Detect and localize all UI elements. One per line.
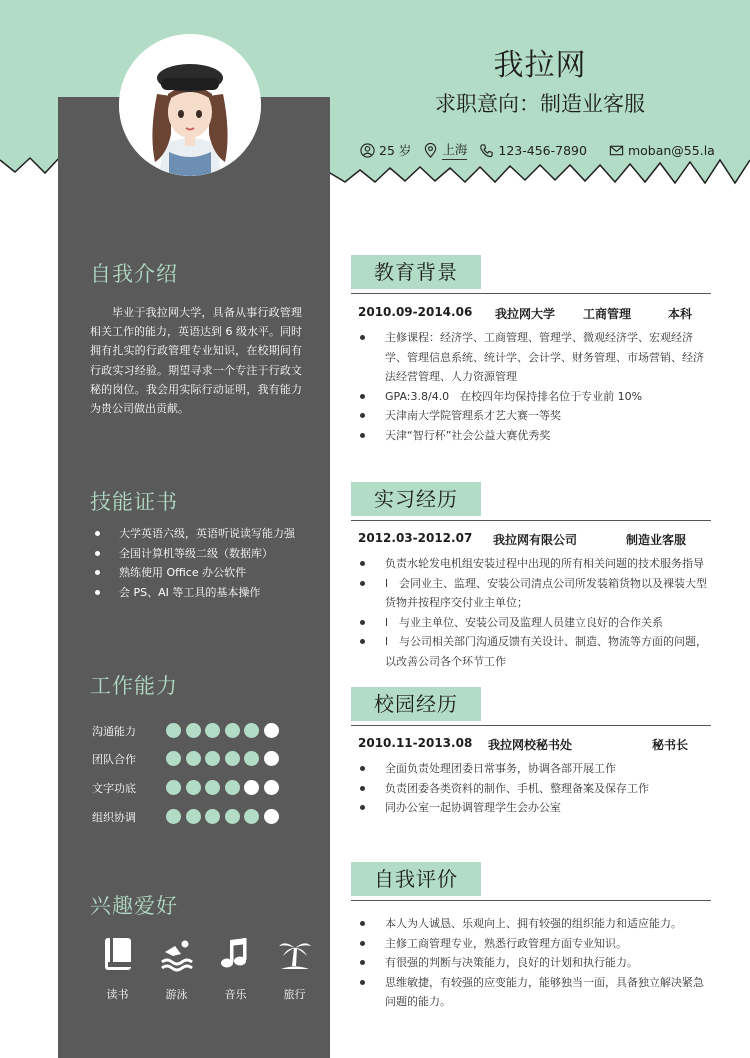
rating-dot-filled <box>225 809 240 824</box>
ability-row <box>92 779 283 796</box>
education-item: GPA:3.8/4.0 在校四年均保持排名位于专业前 10% <box>358 387 710 407</box>
ability-row <box>92 808 283 825</box>
abilities-title: 工作能力 <box>90 674 178 698</box>
education-major: 工商管理 <box>583 307 632 321</box>
city-item <box>423 140 467 160</box>
hobby-item <box>265 936 324 1002</box>
ability-rating <box>166 723 283 738</box>
rating-dot-filled <box>225 751 240 766</box>
section-divider <box>351 293 711 294</box>
self-eval-item: 有很强的判断与决策能力，良好的计划和执行能力。 <box>358 953 710 973</box>
education-item: 天津南大学院管理系才艺大赛一等奖 <box>358 406 710 426</box>
avatar-illustration <box>119 34 261 176</box>
ability-label: 团队合作 <box>92 752 136 766</box>
intro-title: 自我介绍 <box>90 262 178 286</box>
hobby-item <box>206 936 265 1002</box>
education-item: 主修课程：经济学、工商管理、管理学、微观经济学、宏观经济学、管理信息系统、统计学、会计学、财务管理、市场营销、经济法经营管理、人力资源管理 <box>358 328 710 387</box>
skills-list <box>95 524 295 602</box>
rating-dot-filled <box>166 751 181 766</box>
internship-role: 制造业客服 <box>626 533 687 547</box>
internship-item: l 会同业主、监理、安装公司清点公司所发装箱货物以及裸装大型货物并按程序交付业主单位； <box>358 574 710 613</box>
job-objective: 求职意向：制造业客服 <box>435 92 645 116</box>
age-text: 25 岁 <box>379 143 412 158</box>
internship-date: 2012.03-2012.07 <box>358 531 473 545</box>
rating-dot-filled <box>244 809 259 824</box>
rating-dot-filled <box>166 809 181 824</box>
location-pin-icon <box>423 143 438 158</box>
self-eval-title: 自我评价 <box>351 862 481 896</box>
section-divider <box>351 725 711 726</box>
rating-dot-filled <box>186 809 201 824</box>
campus-title: 校园经历 <box>351 687 481 721</box>
education-list <box>358 328 710 445</box>
internship-title: 实习经历 <box>351 482 481 516</box>
internship-list <box>358 554 710 671</box>
skill-item: 熟练使用 Office 办公软件 <box>95 563 295 583</box>
campus-list <box>358 759 710 818</box>
palm-tree-icon <box>277 936 313 972</box>
avatar <box>119 34 261 176</box>
internship-item: l 与公司相关部门沟通反馈有关设计、制造、物流等方面的问题，以改善公司各个环节工作 <box>358 632 710 671</box>
internship-company: 我拉网有限公司 <box>493 533 578 547</box>
swimming-icon <box>159 936 195 972</box>
intro-text: 毕业于我拉网大学，具备从事行政管理相关工作的能力，英语达到 6 级水平。同时拥有扎实的行政管理专业知识，在校期间有行政实习经验。期望寻求一个专注于行政文秘的岗位。我会用实际行动证明，我有能力为贵公司做出贡献。 <box>90 306 302 416</box>
education-date: 2010.09-2014.06 <box>358 305 473 319</box>
campus-item: 全面负责处理团委日常事务，协调各部开展工作 <box>358 759 710 779</box>
hobby-label: 游泳 <box>165 988 188 1001</box>
book-icon <box>100 936 136 972</box>
hobbies-row <box>88 936 324 1002</box>
skill-item: 会 PS、AI 等工具的基本操作 <box>95 583 295 603</box>
rating-dot-filled <box>205 780 220 795</box>
ability-label: 沟通能力 <box>92 724 136 738</box>
skill-item: 大学英语六级，英语听说读写能力强 <box>95 524 295 544</box>
rating-dot-empty <box>264 809 279 824</box>
rating-dot-filled <box>186 751 201 766</box>
rating-dot-empty <box>244 780 259 795</box>
campus-role: 秘书长 <box>652 738 689 752</box>
self-eval-item: 思维敏捷，有较强的应变能力，能够独当一面，具备独立解决紧急问题的能力。 <box>358 973 710 1012</box>
hobbies-title: 兴趣爱好 <box>90 894 178 918</box>
hobby-label: 旅行 <box>283 988 306 1001</box>
email-text[interactable]: moban@55.la <box>627 142 715 158</box>
ability-label: 文字功底 <box>92 781 136 795</box>
contact-bar <box>360 139 727 161</box>
section-divider <box>351 520 711 521</box>
age-item <box>360 141 411 159</box>
email-item <box>609 143 715 158</box>
phone-text[interactable]: 123-456-7890 <box>498 142 587 158</box>
ability-rating <box>166 751 283 766</box>
education-title: 教育背景 <box>351 255 481 289</box>
rating-dot-filled <box>244 723 259 738</box>
rating-dot-filled <box>225 780 240 795</box>
candidate-name: 我拉网 <box>493 48 587 83</box>
self-eval-item: 本人为人诚恳、乐观向上、拥有较强的组织能力和适应能力。 <box>358 914 710 934</box>
rating-dot-filled <box>205 751 220 766</box>
rating-dot-filled <box>205 723 220 738</box>
campus-org: 我拉网校秘书处 <box>488 738 573 752</box>
skills-title: 技能证书 <box>90 490 178 514</box>
ability-rating <box>166 809 283 824</box>
rating-dot-filled <box>186 780 201 795</box>
music-note-icon <box>218 936 254 972</box>
hobby-item <box>147 936 206 1002</box>
education-degree: 本科 <box>668 307 693 321</box>
education-school: 我拉网大学 <box>495 307 556 321</box>
ability-label: 组织协调 <box>92 810 136 824</box>
phone-icon <box>479 143 494 158</box>
rating-dot-empty <box>264 780 279 795</box>
ability-row <box>92 722 283 739</box>
rating-dot-filled <box>166 723 181 738</box>
person-icon <box>360 143 375 158</box>
self-eval-item: 主修工商管理专业，熟悉行政管理方面专业知识。 <box>358 934 710 954</box>
education-item: 天津“智行杯”社会公益大赛优秀奖 <box>358 426 710 446</box>
skill-item: 全国计算机等级二级（数据库） <box>95 544 295 564</box>
section-divider <box>351 900 711 901</box>
rating-dot-empty <box>264 723 279 738</box>
rating-dot-filled <box>225 723 240 738</box>
internship-item: l 与业主单位、安装公司及监理人员建立良好的合作关系 <box>358 613 710 633</box>
rating-dot-filled <box>244 751 259 766</box>
rating-dot-filled <box>205 809 220 824</box>
envelope-icon <box>609 143 624 158</box>
hobby-label: 读书 <box>106 988 129 1001</box>
campus-item: 负责团委各类资料的制作、手机、整理备案及保存工作 <box>358 779 710 799</box>
rating-dot-filled <box>166 780 181 795</box>
campus-item: 同办公室一起协调管理学生会办公室 <box>358 798 710 818</box>
rating-dot-filled <box>186 723 201 738</box>
phone-item <box>479 143 587 158</box>
ability-rating <box>166 780 283 795</box>
hobby-item <box>88 936 147 1002</box>
rating-dot-empty <box>264 751 279 766</box>
hobby-label: 音乐 <box>224 988 247 1001</box>
city-text: 上海 <box>442 140 467 160</box>
internship-item: 负责水轮发电机组安装过程中出现的所有相关问题的技术服务指导 <box>358 554 710 574</box>
ability-row <box>92 750 283 767</box>
self-eval-list <box>358 914 710 1012</box>
campus-date: 2010.11-2013.08 <box>358 736 473 750</box>
